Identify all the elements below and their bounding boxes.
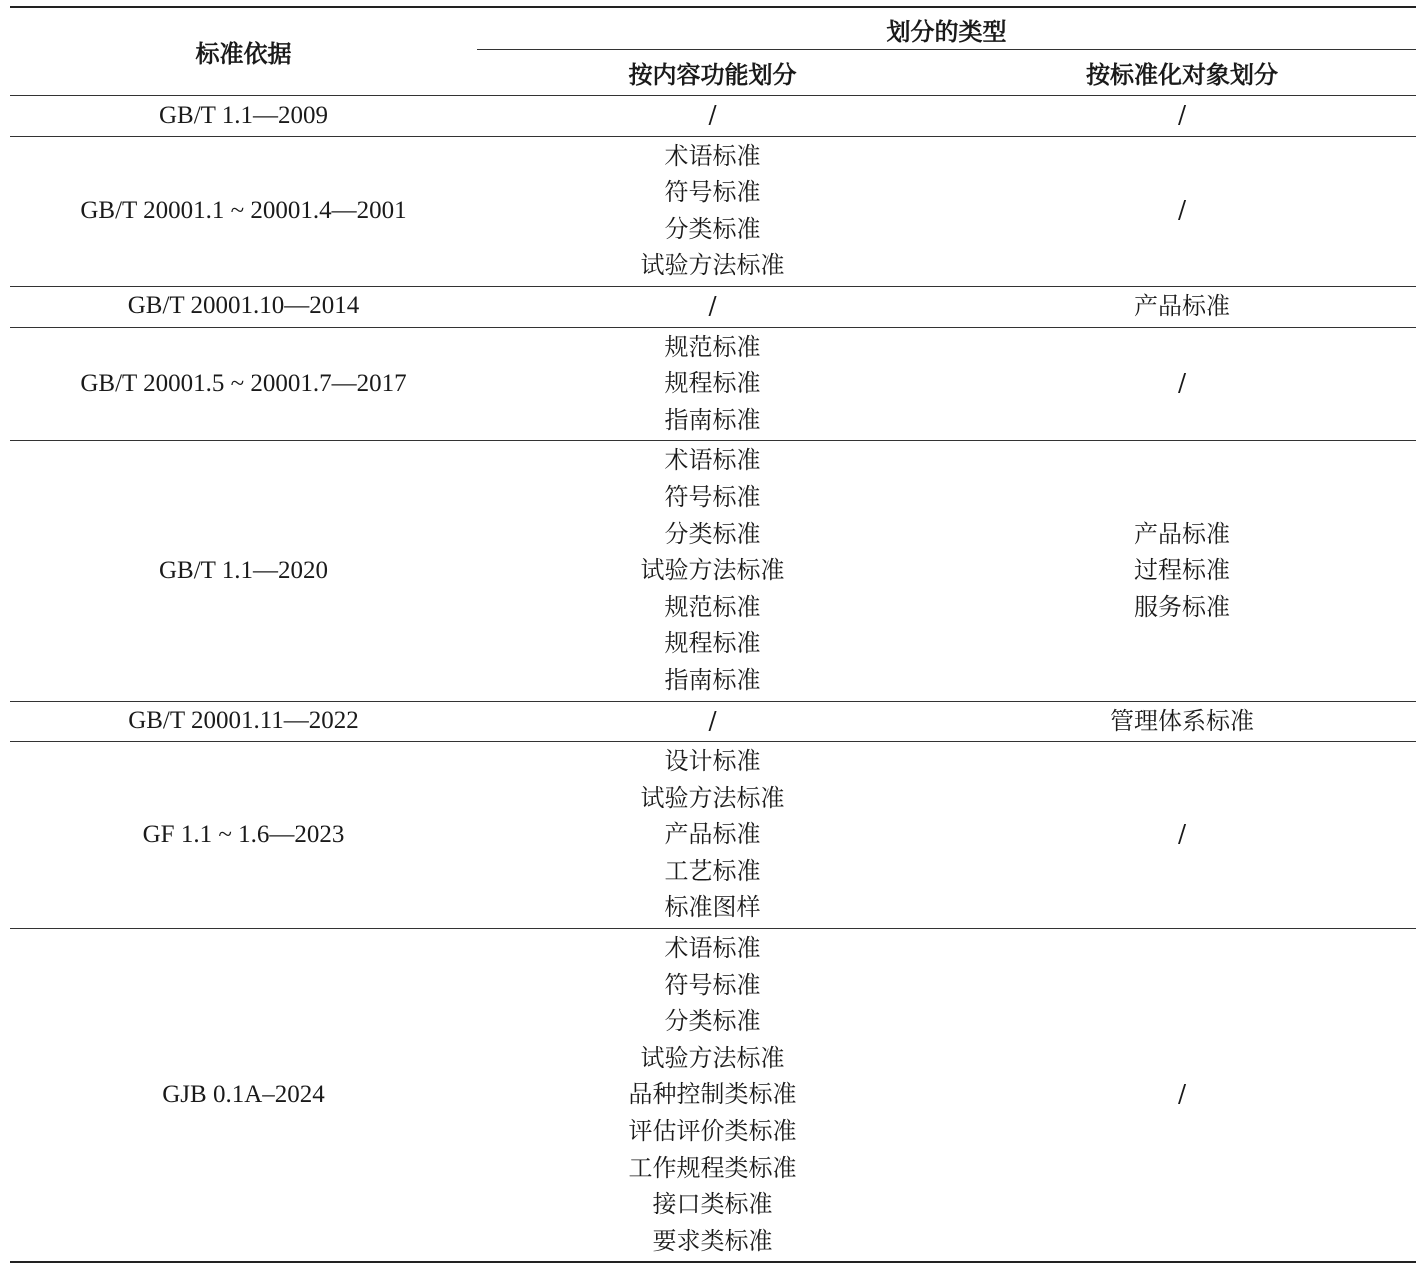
function-type-item: 分类标准 <box>664 214 761 243</box>
function-type-item: 规程标准 <box>664 629 761 658</box>
cell-by-object <box>948 441 1416 701</box>
object-type-item: 产品标准 <box>1134 291 1230 320</box>
table-row <box>10 136 1416 286</box>
cell-by-object <box>948 327 1416 441</box>
cell-basis: GB/T 20001.5 ~ 20001.7—2017 <box>80 369 407 397</box>
cell-by-function <box>477 929 948 1263</box>
function-type-item: 试验方法标准 <box>640 783 785 812</box>
function-type-item: 产品标准 <box>664 820 761 849</box>
function-type-item: 试验方法标准 <box>640 251 785 280</box>
cell-by-function <box>477 327 948 441</box>
cell-by-function <box>477 136 948 286</box>
cell-basis: GB/T 1.1—2020 <box>159 556 328 584</box>
cell-lines <box>948 287 1416 327</box>
function-type-item: 规范标准 <box>664 592 761 621</box>
cell-lines <box>948 191 1416 231</box>
function-type-item: 指南标准 <box>664 665 761 694</box>
function-type-item: 工艺标准 <box>664 856 761 885</box>
table-row <box>10 742 1416 929</box>
cell-lines <box>477 702 948 742</box>
cell-lines <box>948 96 1416 136</box>
object-type-item: 服务标准 <box>1134 592 1230 621</box>
cell-by-function <box>477 441 948 701</box>
object-type-item: / <box>1177 1080 1187 1109</box>
cell-basis: GB/T 1.1—2009 <box>159 101 328 129</box>
function-type-item: 设计标准 <box>664 747 761 776</box>
cell-by-function <box>477 96 948 137</box>
object-type-item: / <box>1177 196 1187 225</box>
table-row <box>10 929 1416 1263</box>
object-type-item: / <box>1177 820 1187 849</box>
cell-lines <box>477 328 948 441</box>
function-type-item: 符号标准 <box>664 970 761 999</box>
function-type-item: 要求类标准 <box>652 1226 773 1255</box>
function-type-item: 符号标准 <box>664 178 761 207</box>
cell-by-object <box>948 286 1416 327</box>
table-row <box>10 441 1416 701</box>
cell-lines <box>948 364 1416 404</box>
cell-basis: GB/T 20001.11—2022 <box>128 707 359 734</box>
function-type-item: 指南标准 <box>664 405 761 434</box>
cell-lines <box>948 702 1416 742</box>
function-type-item: 术语标准 <box>664 141 761 170</box>
function-type-item: 试验方法标准 <box>640 1043 785 1072</box>
cell-lines <box>477 96 948 136</box>
header-classification-type: 划分的类型 <box>477 7 1416 50</box>
function-type-item: 接口类标准 <box>652 1190 773 1219</box>
cell-lines <box>477 137 948 286</box>
cell-by-object <box>948 136 1416 286</box>
function-type-item: 规程标准 <box>664 369 761 398</box>
table-header <box>10 7 1416 96</box>
object-type-item: 管理体系标准 <box>1110 706 1254 735</box>
function-type-item: 术语标准 <box>664 446 761 475</box>
cell-by-object <box>948 929 1416 1263</box>
header-basis: 标准依据 <box>10 7 477 96</box>
standards-classification-table <box>10 6 1416 1263</box>
object-type-item: 产品标准 <box>1134 519 1230 548</box>
function-type-item: / <box>708 706 717 735</box>
cell-by-function <box>477 286 948 327</box>
cell-by-object <box>948 742 1416 929</box>
cell-lines <box>948 515 1416 628</box>
cell-by-object <box>948 96 1416 137</box>
cell-lines <box>948 1075 1416 1115</box>
cell-by-function <box>477 742 948 929</box>
function-type-item: / <box>708 101 717 129</box>
function-type-item: 标准图样 <box>664 893 761 922</box>
function-type-item: 工作规程类标准 <box>628 1153 797 1182</box>
header-by-function: 按内容功能划分 <box>628 61 797 90</box>
function-type-item: 评估评价类标准 <box>628 1117 797 1146</box>
object-type-item: / <box>1177 101 1187 129</box>
table-row <box>10 327 1416 441</box>
cell-by-function <box>477 701 948 742</box>
cell-basis: GB/T 20001.1 ~ 20001.4—2001 <box>80 196 407 224</box>
object-type-item: 过程标准 <box>1134 556 1230 585</box>
function-type-item: / <box>708 291 717 320</box>
function-type-item: 符号标准 <box>664 482 761 511</box>
function-type-item: 品种控制类标准 <box>628 1080 797 1109</box>
function-type-item: 分类标准 <box>664 519 761 548</box>
function-type-item: 术语标准 <box>664 934 761 963</box>
object-type-item: / <box>1177 369 1187 398</box>
table-row <box>10 286 1416 327</box>
cell-by-object <box>948 701 1416 742</box>
cell-basis: GB/T 20001.10—2014 <box>127 292 360 320</box>
cell-basis: GJB 0.1A–2024 <box>162 1080 325 1108</box>
table-row <box>10 96 1416 137</box>
cell-lines <box>948 815 1416 855</box>
table-row <box>10 701 1416 742</box>
cell-lines <box>477 287 948 327</box>
function-type-item: 分类标准 <box>664 1007 761 1036</box>
cell-basis: GF 1.1 ~ 1.6—2023 <box>142 820 345 848</box>
header-row-top <box>10 7 1416 50</box>
header-by-object: 按标准化对象划分 <box>1086 61 1278 90</box>
table-body <box>10 96 1416 1263</box>
cell-lines <box>477 929 948 1261</box>
function-type-item: 试验方法标准 <box>640 556 785 585</box>
cell-lines <box>477 742 948 928</box>
function-type-item: 规范标准 <box>664 332 761 361</box>
cell-lines <box>477 441 948 700</box>
